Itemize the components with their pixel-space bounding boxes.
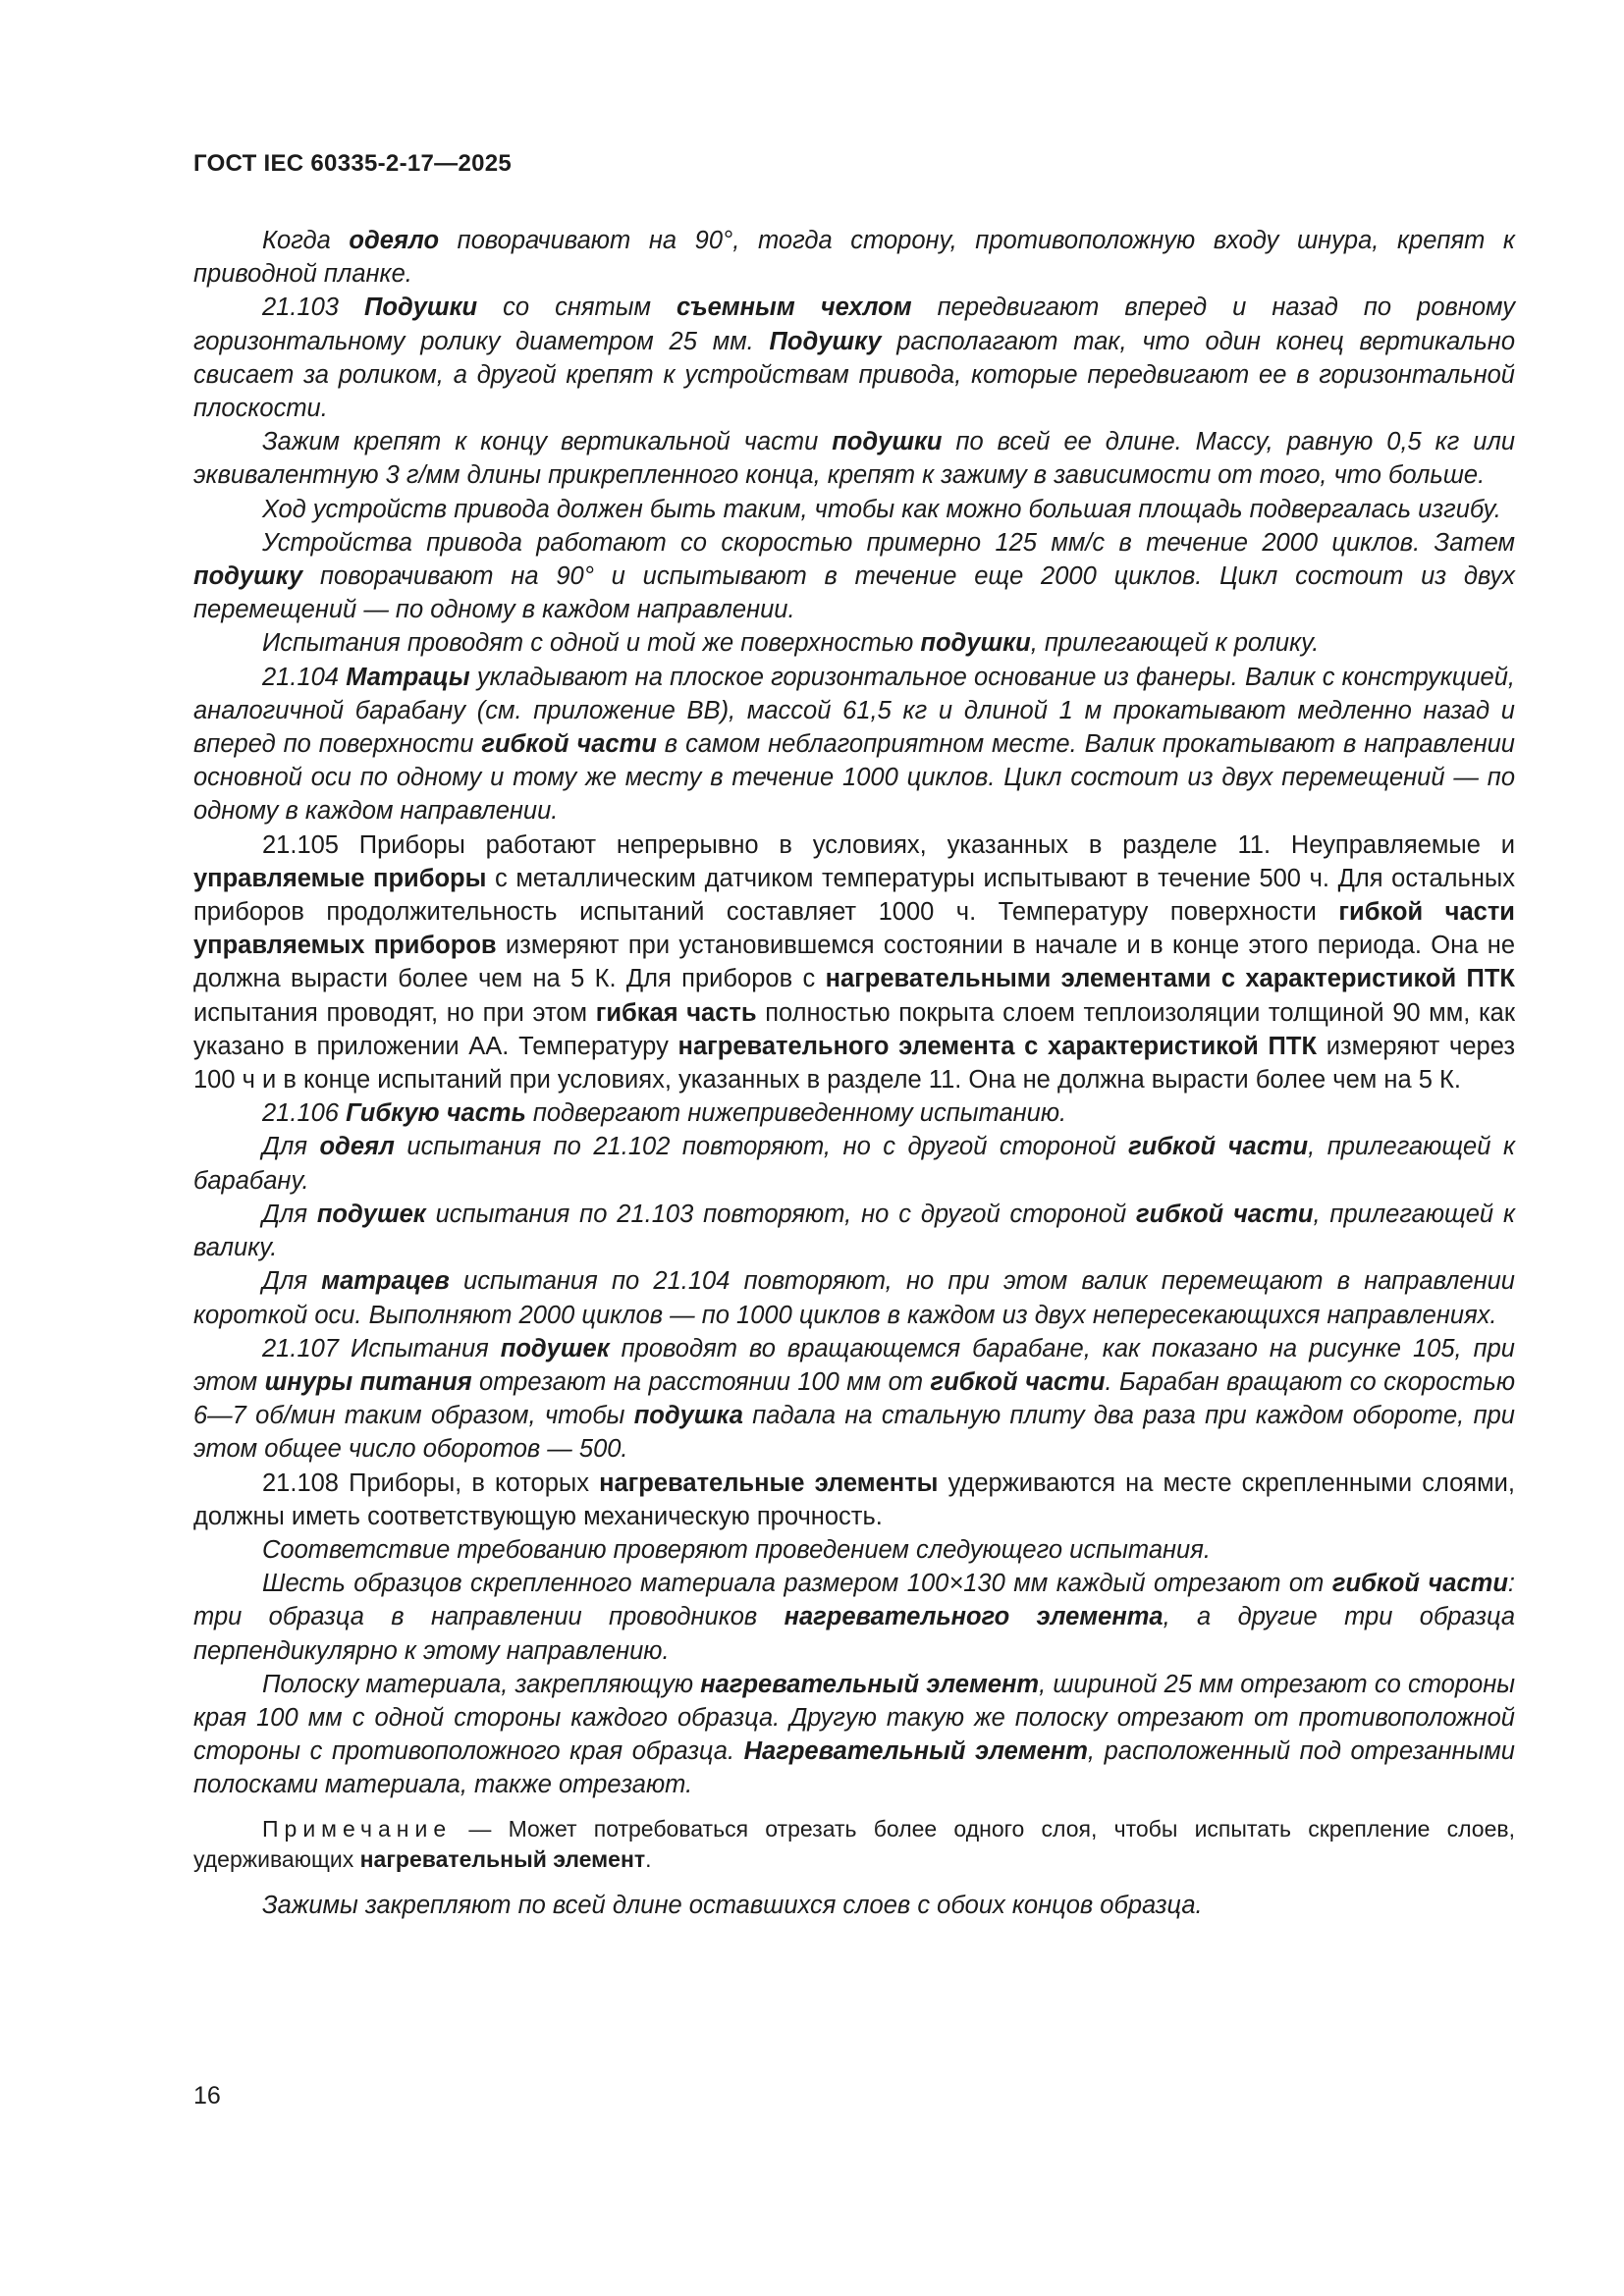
term: подушки [832, 428, 943, 456]
paragraph [193, 291, 1515, 425]
text-run: , прилегающей к барабану. [193, 1133, 1515, 1195]
paragraph [193, 1668, 1515, 1802]
text-run: в самом неблагоприятном месте. Валик прокатывают в направлении основной оси по одному и тому же месту в течение 1000 циклов. Цикл состоит из двух перемещений — по одному в каждом направлении. [193, 730, 1515, 826]
paragraph [193, 1567, 1515, 1668]
text-run: : три образца в направлении проводников [193, 1570, 1515, 1631]
term: подушку [193, 562, 303, 591]
text-run: , шириной 25 мм отрезают со стороны края 100 мм с одной стороны каждого образца. Другую такую же полоску отрезают от противоположной стороны с противоположного края образца. [193, 1670, 1515, 1766]
text-run: Для [262, 1200, 317, 1228]
term: подушек [500, 1334, 610, 1362]
term: нагревательный элемент [700, 1670, 1040, 1698]
term: Подушки [364, 294, 478, 322]
paragraph [193, 493, 1515, 526]
term: одеял [319, 1133, 395, 1161]
paragraph [193, 1130, 1515, 1197]
term: гибкой части [930, 1367, 1106, 1396]
term: нагревательными элементами с характеристикой ПТК [825, 965, 1515, 993]
term: съемным чехлом [677, 294, 912, 322]
text-run: укладывают на плоское горизонтальное основание из фанеры. Валик с конструкцией, аналогичной барабану (см. приложение ВВ), массой 61,5 кг и длиной 1 м прокатывают медленно назад и вперед по поверхности [193, 663, 1515, 759]
paragraph [193, 1467, 1515, 1533]
text-run: поворачивают на 90° и испытывают в течение еще 2000 циклов. Цикл состоит из двух перемещений — по одному в каждом направлении. [193, 562, 1515, 624]
text-run: измеряют через 100 ч и в конце испытаний при условиях, указанных в разделе 11. Она не должна вырасти более чем на 5 К. [193, 1032, 1516, 1095]
term: матрацев [321, 1267, 450, 1296]
text-run: Для [262, 1133, 320, 1161]
term: нагревательного элемента с характеристикой ПТК [677, 1032, 1318, 1060]
text-run: Полоску материала, закрепляющую [262, 1670, 701, 1698]
text-run: испытания проводят, но при этом [193, 998, 596, 1027]
text-run: Соответствие требованию проверяют проведением следующего испытания. [262, 1535, 1211, 1564]
term: гибкой части [481, 730, 657, 759]
term: подушек [316, 1200, 426, 1228]
text-run: со снятым [477, 294, 677, 322]
text-run: , прилегающей к валику. [193, 1200, 1515, 1262]
note-end: . [645, 1845, 652, 1872]
text-run: 21.103 [262, 294, 365, 322]
term: гибкой части [1136, 1200, 1314, 1228]
note [193, 1814, 1515, 1875]
term: одеяло [349, 227, 440, 254]
text-run: проводят во вращающемся барабане, как показано на рисунке 105, при этом [193, 1334, 1515, 1396]
paragraph [193, 425, 1515, 492]
term: управляемые приборы [193, 864, 487, 892]
text-run: Когда [262, 227, 350, 254]
term: нагревательного элемента [784, 1603, 1164, 1631]
text-run: Испытания проводят с одной и той же поверхностью [262, 629, 921, 658]
text-run: 21.104 [262, 663, 347, 691]
paragraphs [193, 224, 1515, 1802]
text-run: 21.108 Приборы, в которых [262, 1468, 600, 1497]
paragraph [193, 828, 1515, 1097]
text-run: Ход устройств привода должен быть таким, чтобы как можно большая площадь подвергалась изгибу. [262, 495, 1501, 523]
text-run: испытания по 21.104 повторяют, но при этом валик перемещают в направлении короткой оси. Выполняют 2000 циклов — по 1000 циклов в каждом из двух непересекающихся направлениях. [193, 1267, 1515, 1329]
text-run: 21.107 Испытания [262, 1334, 501, 1362]
term: нагревательные элементы [599, 1468, 939, 1497]
text-run: 21.106 [262, 1099, 347, 1128]
paragraph [193, 224, 1515, 291]
term: гибкой части [1128, 1133, 1309, 1161]
term: Гибкую часть [346, 1099, 526, 1128]
text-run: поворачивают на 90°, тогда сторону, противоположную входу шнура, крепят к приводной планке. [193, 227, 1515, 289]
text-run: Для [262, 1267, 322, 1296]
text-run: удерживаются на месте скрепленными слоями, должны иметь соответствующую механическую прочность. [193, 1468, 1515, 1530]
text-run: падала на стальную плиту два раза при каждом обороте, при этом общее число оборотов — 500. [193, 1402, 1515, 1464]
paragraph [193, 1264, 1515, 1331]
text-run: испытания по 21.103 повторяют, но с другой стороной [425, 1200, 1137, 1228]
text-run: испытания по 21.102 повторяют, но с другой стороной [394, 1133, 1129, 1161]
paragraph [193, 1332, 1515, 1467]
text-run: отрезают на расстоянии 100 мм от [471, 1367, 931, 1396]
paragraph [193, 1096, 1515, 1130]
document-body [193, 224, 1515, 1922]
term: шнуры питания [264, 1367, 472, 1396]
text-run: с металлическим датчиком температуры испытывают в течение 500 ч. Для остальных приборов продолжительность испытаний составляет 1000 ч. Температуру поверхности [193, 864, 1515, 927]
text-run: передвигают вперед и назад по ровному горизонтальному ролику диаметром 25 мм. [193, 294, 1515, 355]
paragraph [193, 1198, 1515, 1264]
term: гибкая часть [595, 998, 757, 1027]
term: подушки [920, 629, 1031, 658]
term: гибкой части [1331, 1570, 1508, 1598]
paragraph [193, 626, 1515, 660]
text-run: , прилегающей к ролику. [1030, 629, 1320, 658]
text-run: . Барабан вращают со скоростью 6—7 об/мин таким образом, чтобы [193, 1367, 1516, 1430]
text-run: Устройства привода работают со скоростью примерно 125 мм/с в течение 2000 циклов. Затем [262, 528, 1515, 557]
text-run: подвергают нижеприведенному испытанию. [525, 1099, 1067, 1128]
paragraph [193, 661, 1515, 828]
term: гибкой части управляемых приборов [193, 898, 1515, 960]
text-run: Шесть образцов скрепленного материала размером 100×130 мм каждый отрезают от [262, 1570, 1332, 1598]
text-run: полностью покрыта слоем теплоизоляции толщиной 90 мм, как указано в приложении АА. Температуру [193, 998, 1516, 1060]
text-run: 21.105 Приборы работают непрерывно в условиях, указанных в разделе 11. Неуправляемые и [262, 830, 1515, 859]
text-run: располагают так, что один конец вертикально свисает за роликом, а другой крепят к устройствам привода, которые передвигают ее в горизонтальной плоскости. [193, 327, 1516, 423]
text-run: по всей ее длине. Массу, равную 0,5 кг или эквивалентную 3 г/мм длины прикрепленного конца, крепят к зажиму в зависимости от того, что больше. [193, 428, 1516, 490]
term: подушка [633, 1402, 743, 1430]
note-text: — Может потребоваться отрезать более одного слоя, чтобы испытать скрепление слоев, удерживающих [193, 1815, 1515, 1872]
text-run: измеряют при установившемся состоянии в начале и в конце этого периода. Она не должна вырасти более чем на 5 К. Для приборов с [193, 932, 1516, 993]
term: Матрацы [346, 663, 470, 691]
text-run: , а другие три образца перпендикулярно к этому направлению. [193, 1603, 1515, 1665]
note-label: Примечание [262, 1815, 453, 1842]
note-bold-term: нагревательный элемент [359, 1845, 646, 1872]
document-header: ГОСТ IEC 60335-2-17—2025 [193, 150, 513, 177]
page-number: 16 [193, 2082, 221, 2109]
paragraph [193, 1533, 1515, 1567]
final-paragraph: Зажимы закрепляют по всей длине оставшихся слоев с обоих концов образца. [262, 1891, 1203, 1919]
paragraph [193, 526, 1515, 627]
term: Подушку [769, 327, 882, 355]
term: Нагревательный элемент [743, 1737, 1088, 1766]
text-run: , расположенный под отрезанными полосками материала, также отрезают. [193, 1737, 1515, 1799]
text-run: Зажим крепят к концу вертикальной части [262, 428, 833, 456]
